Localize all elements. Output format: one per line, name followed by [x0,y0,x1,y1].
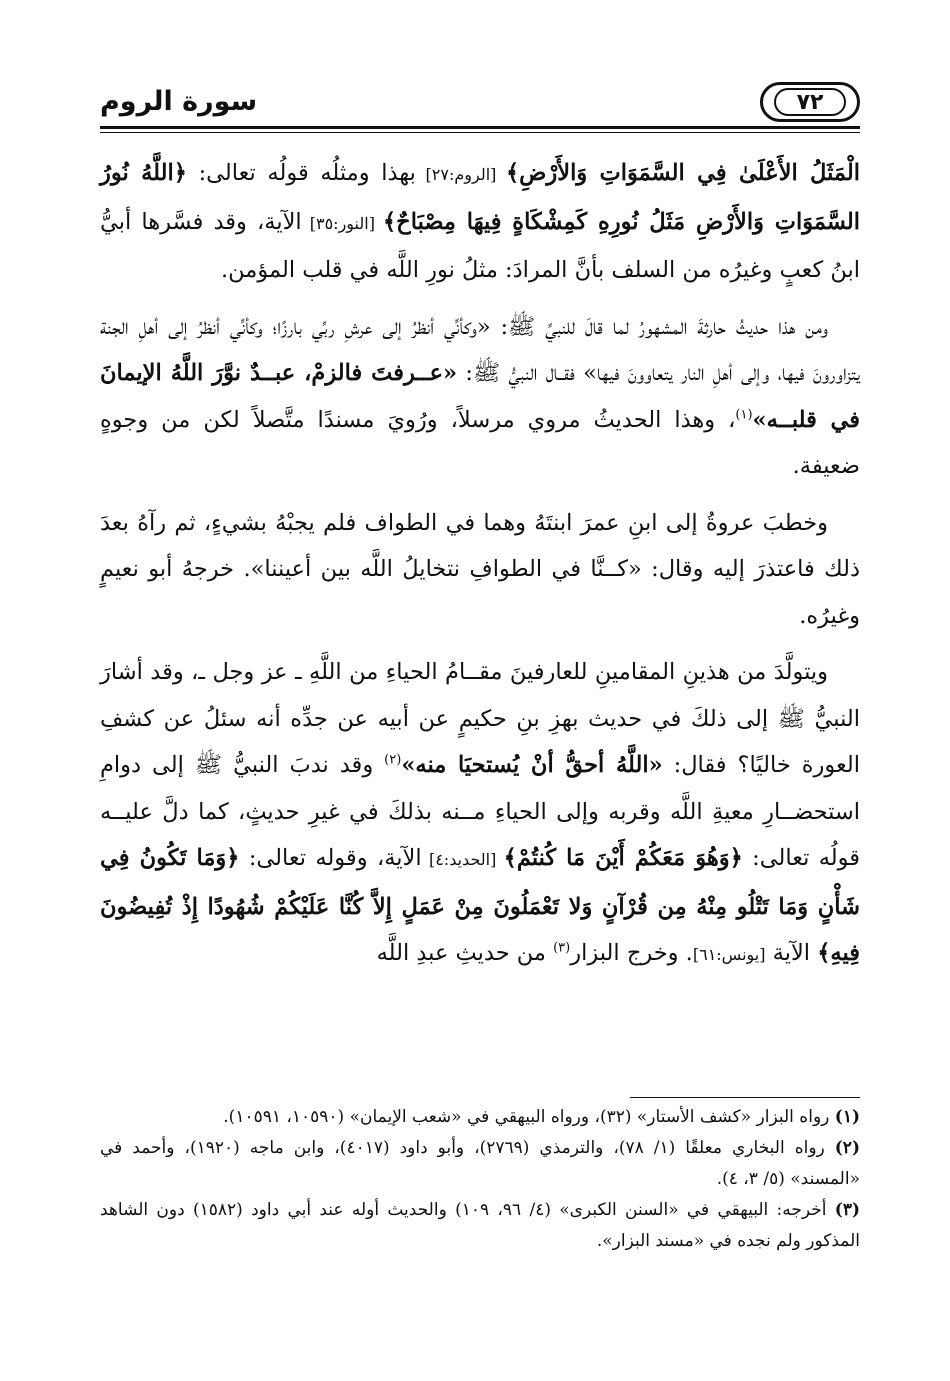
footnote-3 [100,1195,860,1257]
footnote-separator [630,1097,860,1098]
header-rule [100,126,860,129]
footnote-marker[interactable]: (٣) [553,940,571,956]
paragraph-4 [100,649,860,979]
verse-reference: [يونس:٦١] [692,945,766,964]
footnote-text: أخرجه: البيهقي في «السنن الكبرى» (٤/ ٩٦، ١٠٩) والحديث أوله عند أبي داود (١٥٨٢) دون الشاهد المذكور ولم نجده في «مسند البزار». [100,1200,860,1251]
page-number-badge [760,82,860,122]
hadith-quote: «اللَّهُ أحقُّ أنْ يُستحيَا منه» [401,752,663,778]
header-rule-thin [100,132,860,133]
page-number: ٧٢ [774,88,846,116]
footnotes [100,1102,860,1257]
main-text [100,150,860,979]
footnote-text: رواه البخاري معلقًا (١/ ٧٨)، والترمذي (٢٧٦٩)، وأبو داود (٤٠١٧)، وابن ماجه (١٩٢٠)، وأحمد في «المسند» (٥/ ٣، ٤). [100,1138,860,1189]
footnote-2 [100,1133,860,1195]
footnote-text: رواه البزار «كشف الأستار» (٣٢)، ورواه البيهقي في «شعب الإيمان» (١٠٥٩٠، ١٠٥٩١). [223,1107,835,1127]
text-run: الآية [765,940,818,966]
text-run: الآية، وقد فسَّرها أبيُّ ابنُ كعبٍ وغيرُه من السلف بأنَّ المرادَ: مثلُ نورِ اللَّه في قلب المؤمن. [100,208,860,283]
footnote-number: (٢) [834,1138,860,1158]
quran-verse: ﴿وَمَا تَكُونُ فِي شَأْنٍ وَمَا تَتْلُو مِنْهُ مِن قُرْآنٍ وَلا تَعْمَلُونَ مِنْ عَمَلٍ إِلاَّ كُنَّا عَلَيْكُمْ شُهُودًا إِذْ تُفِيضُونَ فِيهِ﴾ [100,845,860,966]
text-run: ، وهذا الحديثُ مروي مرسلاً، ورُويَ مسندًا متَّصلاً لكن من وجوهٍ ضعيفة. [100,406,860,479]
text-run: الآية، وقوله تعالى: [239,845,422,871]
footnote-marker[interactable]: (٢) [384,752,402,768]
quran-verse: ﴿اللَّهُ نُورُ السَّمَوَاتِ وَالأَرْضِ مَثَلُ نُورِهِ كَمِشْكَاةٍ فِيهَا مِصْبَاحٌ﴾ [100,160,861,235]
text-run: ويتولَّدَ من هذينِ المقامينِ للعارفينَ مقــامُ الحياءِ من اللَّهِ ـ عز وجل ـ، وقد أشارَ النبيُّ ﷺ إلى ذلكَ في حديث بهزِ بنِ حكيمٍ عن أبيه عن جدِّه أنه سئلُ عن كشفِ العورة خاليًا؟ فقال: [100,659,860,778]
verse-reference: [النور:٣٥] [301,213,383,233]
footnote-number: (١) [834,1107,860,1127]
hadith-quote: «عــرفتَ فالزمْ، عبــدٌ نوَّرَ اللَّهُ الإيمانَ في قلبــه» [100,360,860,433]
footnote-number: (٣) [834,1200,861,1220]
paragraph-3 [100,500,860,640]
verse-reference: [الروم:٢٧] [415,165,506,184]
text-run: وخطبَ عروةُ إلى ابنِ عمرَ ابنتَهُ وهما في الطواف فلم يجبْهُ بشيءٍ، ثم رآهُ بعدَ ذلك فاعتذرَ إليه وقال: «كــنَّا في الطوافِ نتخايلُ اللَّه بين أعيننا». خرجهُ أبو نعيمٍ وغيرُه. [100,509,860,629]
text-run: . وخرج البزار [570,940,693,966]
surah-title: سورة الروم [100,86,258,117]
quran-verse: الْمَثَلُ الأَعْلَىٰ فِي السَّمَوَاتِ وَالأَرْضِ﴾ [506,160,860,186]
text-run: ومن هذا حديثُ حارثةَ المشهورُ لما قالَ للنبيِّ ﷺ: «وكأنِّي أنظرُ إلى عرشِ ربِّي بارزًا؛ وكأنِّي أنظرُ إلى أهلِ الجنة يتزاورونَ فيها، وإلى أهلِ النار يتعاوونَ فيها» فقــال النبيُّ ﷺ: [100,313,860,386]
text-run: من حديثِ عبدِ اللَّه [376,940,554,966]
paragraph-1 [100,150,860,294]
footnote-1 [100,1102,860,1133]
footnote-marker[interactable]: (١) [735,407,753,422]
paragraph-2 [100,304,860,490]
verse-reference: [الحديد:٤] [421,850,504,869]
page-header [100,80,860,138]
text-run: بهذا ومثلُه قولُه تعالى: [186,160,416,186]
quran-verse: ﴿وَهُوَ مَعَكُمْ أَيْنَ مَا كُنتُمْ﴾ [503,845,743,871]
text-run: وقد ندبَ النبيُّ ﷺ إلى دوامِ استحضــارِ معيةِ اللَّه وقربه وإلى الحياءِ مــنه بذلكَ في غيرِ حديثٍ، كما دلَّ عليــه قولُه تعالى: [100,752,861,871]
